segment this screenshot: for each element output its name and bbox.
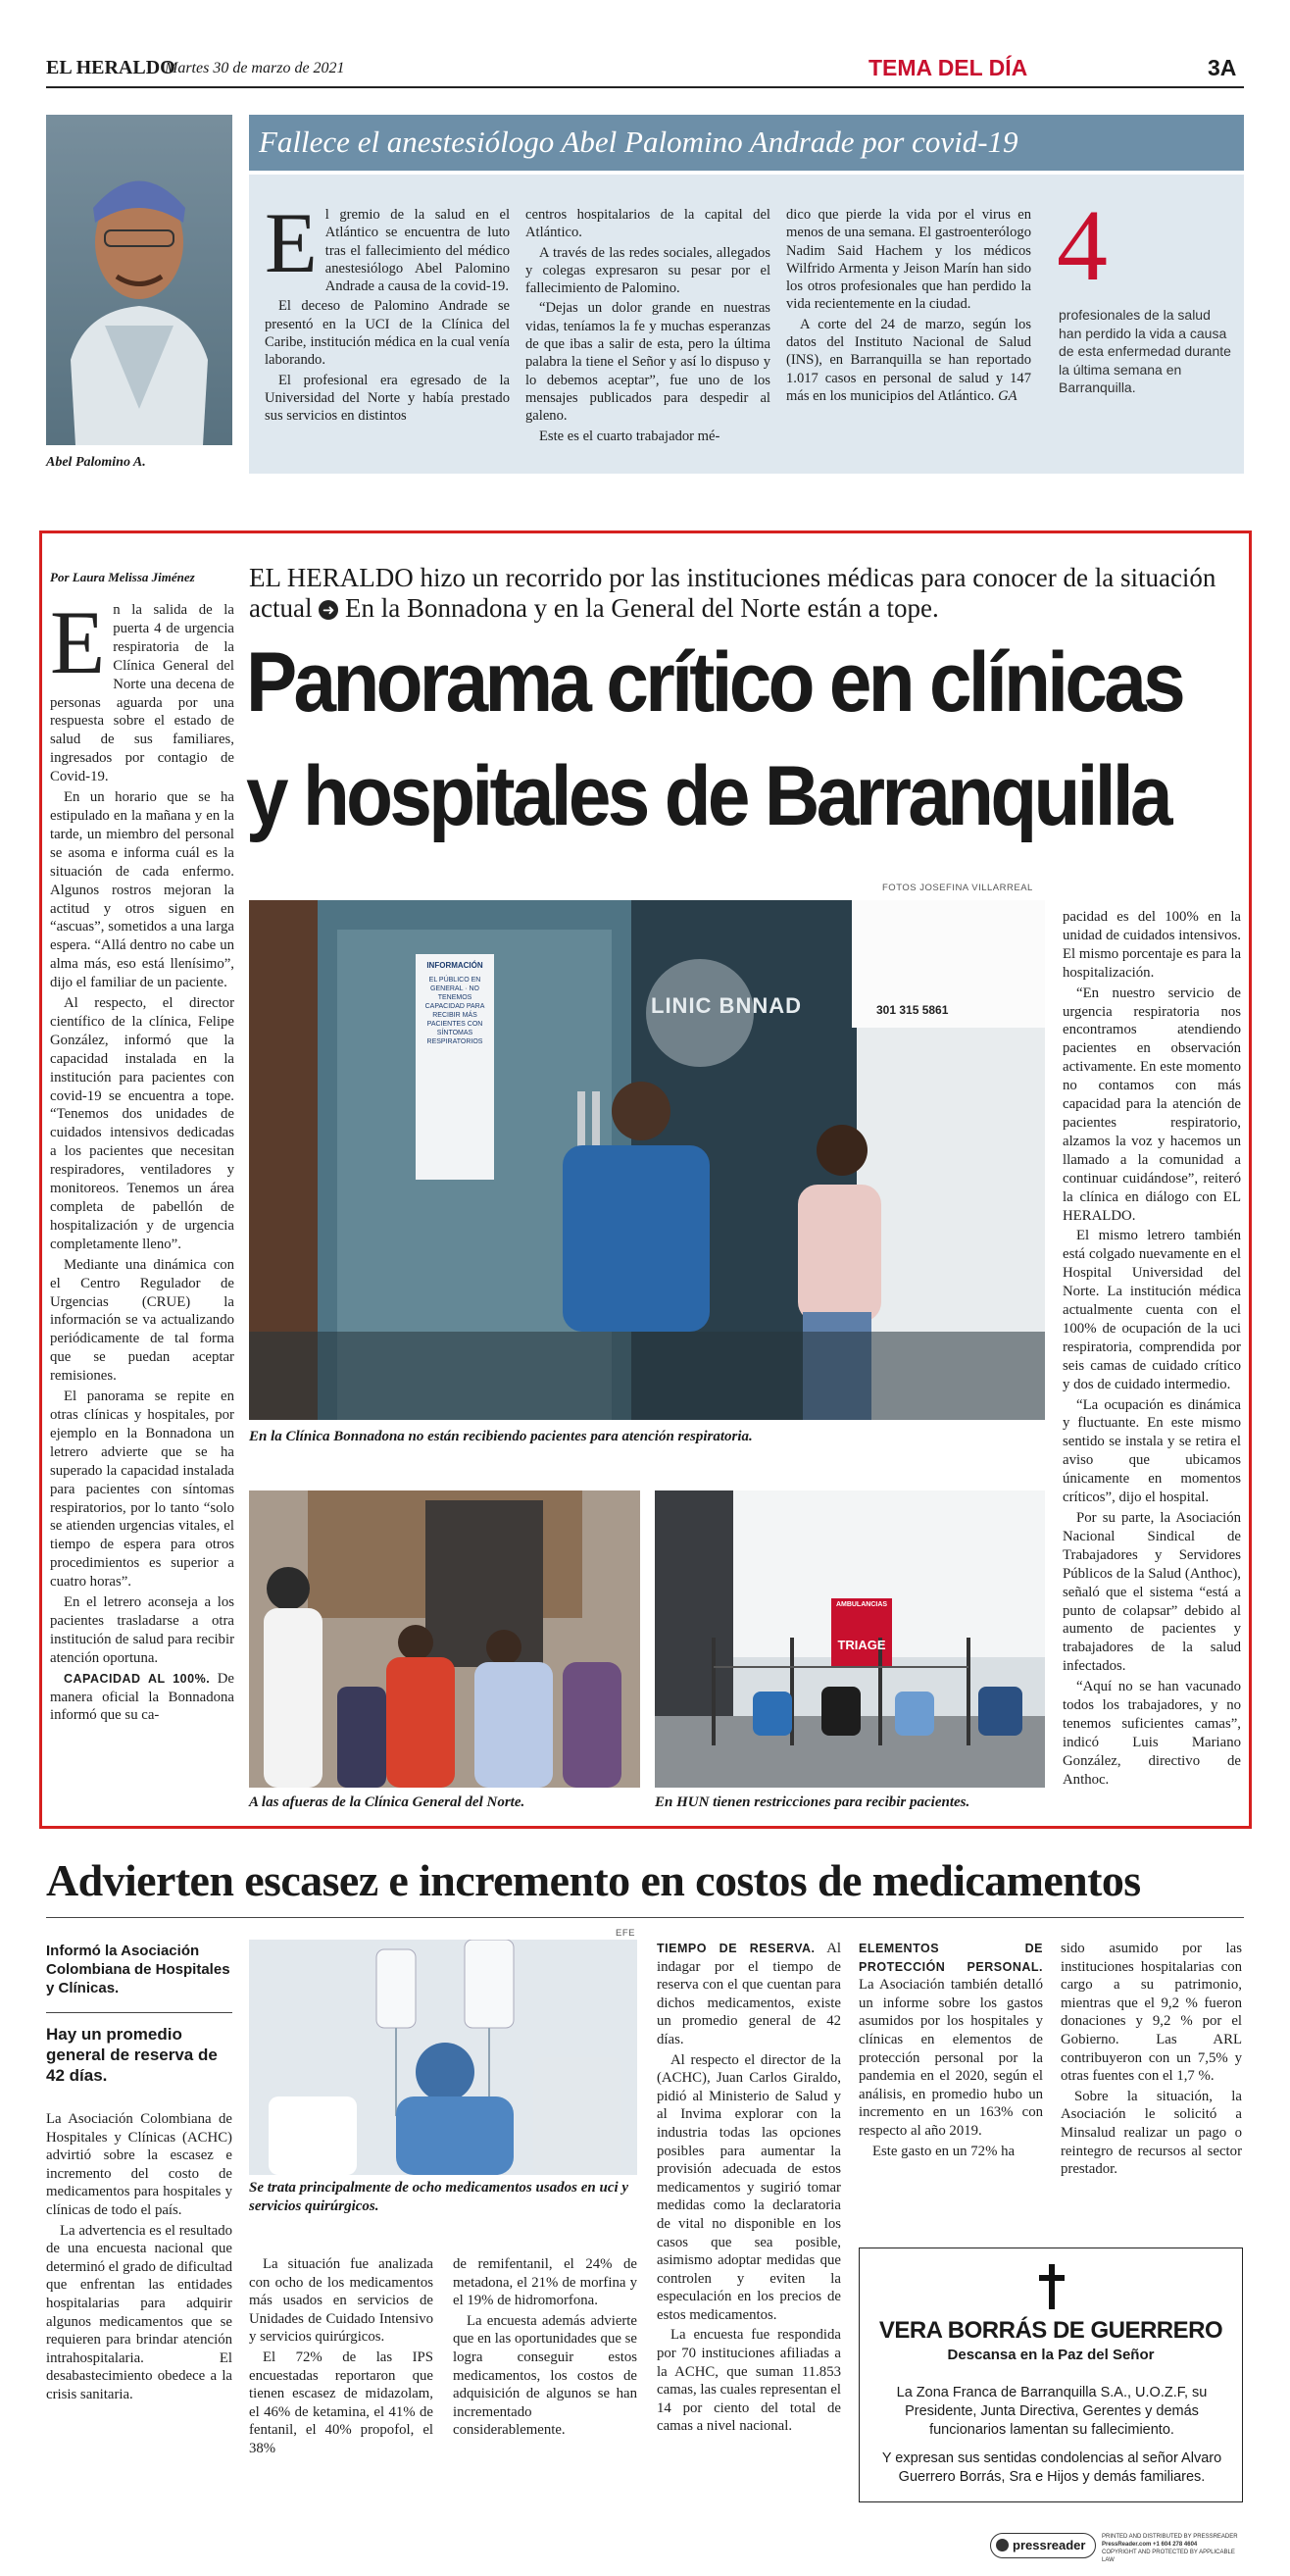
photo-general-del-norte [249,1490,640,1788]
photo-bonnadona [249,900,1045,1420]
obit-portrait-caption: Abel Palomino A. [46,455,146,470]
obit-headline-band [249,115,1244,171]
second-col-6: sido asumido por las instituciones hospitalarias con cargo a su patrimonio, mientras que el 9,2 % fueron donaciones y 9,2 % por el Gobierno. Las ARL contribuyeron con un 7,5% y otras fuentes con el 1,7 %. Sobre la situación, la Asociación le solicitó a Minsalud realizar un pago o reintegro de recursos al sector prestador. [1061,1941,1242,2178]
obit-col-1: E l gremio de la salud en el Atlántico se encuentra de luto tras el fallecimiento del médico anestesiólogo Abel Palomino Andrade a causa de la covid-19. El deceso de Palomino Andrade se presentó en la UCI de la Clínica del Caribe, institución médica en la cual venía laborando. El profesional era egresado de la Universidad del Norte y había prestado sus servicios en distintos [265,196,510,425]
photo-credit: FOTOS JOSEFINA VILLARREAL [882,883,1033,893]
info-sign-title: INFORMACIÓN [426,961,483,970]
deck-part-1: EL HERALDO hizo un recorrido por las instituciones médicas para conocer de la situación actual [249,563,1216,623]
second-col-1: La Asociación Colombiana de Hospitales y Clínicas (ACHC) advirtió sobre la escasez e incremento del costo de medicamentos para hospitales y clínicas de todo el país. La advertencia es el resultado de una encuesta nacional que determinó el grado de dificultad que enfrentan las entidades hospitalarias para adquirir algunos medicamentos que se requieren para brindar atención intrahospitalaria. El desabastecimiento obedece a la crisis sanitaria. [46,2111,232,2402]
second-col-4: TIEMPO DE RESERVA. Al indagar por el tiempo de reserva con el que cuentan para dichos medicamentos, existe un promedio general de 42 días. Al respecto el director de la (ACHC), Juan Carlos Giraldo, pidió al Ministerio de Salud y al Invima explorar con la industria todas las opciones posibles para aumentar la provisión adecuada de estos medicamentos y sugirió tomar medidas como la declaratoria de vital no disponible en los casos que sea posible, asimismo adoptar medidas que controlen y eviten la especulación en los precios de estos medicamentos. La encuesta fue respondida por 70 instituciones afiliadas a la ACHC, que suman 11.853 camas, las cuales representan el 14 por ciento del total de camas a nivel nacional. [657,1941,841,2435]
main-right-column: pacidad es del 100% en la unidad de cuidados intensivos. El mismo porcentaje es para la hospitalización. “En nuestro servicio de urgencia respiratoria nos encontramos atendiendo pacientes en observación activamente. En este momento no contamos con más capacidad para la atención de pacientes respiratorio, alzamos la voz y hacemos un llamado a la comunidad a continuar cuidándose”, reiteró la clínica en diálogo con EL HERALDO. El mismo letrero también está colgado nuevamente en el Hospital Universidad del Norte. La institución médica actualmente cuenta con el 100% de ocupación de la uci respiratoria, comprendida por seis camas de cuidado crítico y dos de cuidado intermedio. “La ocupación es dinámica y fluctuante. En este mismo sentido se instala y se retira el aviso que ubicamos únicamente en momentos críticos”, dijo el hospital. Por su parte, la Asociación Nacional Sindical de Trabajadores y Servidores Públicos de la Salud (Anthoc), señaló que el sistema “está a punto de colapsar” debido al aumento de pacientes y trabajadores de la salud infectados. “Aquí no se han vacunado todos los trabajadores, y no tenemos suficientes camas”, indicó Luis Mariano González, directivo de Anthoc. [1063,909,1242,1788]
photo-bonnadona-caption: En la Clínica Bonnadona no están recibiendo pacientes para atención respiratoria. [249,1429,753,1444]
second-headline-rule [46,1917,1244,1918]
second-col-3: de remifentanil, el 24% de metadona, el 21% de morfina y el 19% de hidromorfona. La encuesta además advierte que en las oportunidades que se logra conseguir estos medicamentos, los costos de adquisición de algunos se han incrementado considerablemente. [453,2256,637,2439]
obit-col-3: dico que pierde la vida por el virus en menos de una semana. El gastroenterólogo Nadim Said Hachem y los médicos Wilfrido Armenta y Jeison Marín han sido los otros profesionales que han perdido la vida recientemente en la ciudad. A corte del 24 de marzo, según los datos del Instituto Nacional de Salud (INS), en Barranquilla se han reportado 1.017 casos en personal de salud y 147 más en los municipios del Atlántico. GA [786,207,1031,404]
main-headline-line-1: Panorama crítico en clínicas [246,635,1183,730]
obit-drop-cap: E [265,196,318,291]
second-intro-rule [46,2012,232,2013]
obituary-subtitle: Descansa en la Paz del Señor [947,2347,1155,2363]
reserve-lead: TIEMPO DE RESERVA. [657,1942,816,1955]
deck-part-2: En la Bonnadona y en la General del Norte están a tope. [344,593,939,623]
footer-tagline: PRINTED AND DISTRIBUTED BY PRESSREADER [1102,2534,1238,2540]
cross-icon [1039,2264,1065,2309]
obit-stat-text: profesionales de la salud han perdido la vida a causa de esta enfermedad durante la última semana en Barranquilla. [1059,307,1231,395]
masthead-rule [46,86,1244,88]
photo-hun-caption: En HUN tienen restricciones para recibir pacientes. [655,1794,970,1810]
capacity-lead: CAPACIDAD AL 100%. [64,1671,211,1686]
second-photo-credit: EFE [616,1928,635,1939]
ambulance-sign: AMBULANCIAS [835,1601,888,1608]
obituary-body: La Zona Franca de Barranquilla S.A., U.O.Z.F, su Presidente, Junta Directiva, Gerentes y demás funcionarios lamentan su fallecimiento. [896,2385,1208,2438]
info-sign [416,957,494,1173]
obit-signature: GA [998,387,1017,404]
pressreader-footer [990,2533,1245,2563]
arrow-right-icon: ➜ [319,600,338,620]
pressreader-logo: pressreader [990,2533,1096,2558]
obit-portrait [46,115,232,445]
phone-list: 301 315 5861 [876,1003,949,1017]
photo-general-del-norte-caption: A las afueras de la Clínica General del Norte. [249,1794,525,1810]
footer-contact: PressReader.com +1 604 278 4604 [1102,2542,1198,2548]
photo-medications [249,1940,637,2175]
second-headline: Advierten escasez e incremento en costos de medicamentos [46,1855,1141,1905]
clinic-sign: LINIC BNNAD [651,993,802,1018]
main-left-column: E n la salida de la puerta 4 de urgencia respiratoria de la Clínica General del Norte una decena de personas aguarda por una respuesta sobre el estado de salud de sus familiares, ingresados por contagio de Covid-19. En un horario que se ha estipulado en la mañana y en la tarde, un miembro del personal se asoma e informa cuál es la situación de cada enfermo. Algunos rostros mejoran la actitud y otros siguen en “ascuas”, sometidos a una larga espera. “Allá dentro no cabe un alma más, eso está llenísimo”, dijo el familiar de un paciente. Al respecto, el director científico de la clínica, Felipe González, informó que la capacidad instalada en la institución para pacientes con covid-19 se encuentra a tope. “Tenemos dos unidades de cuidados intensivos dedicadas a los pacientes que necesitan respiradores, ventiladores y monitoreos. Tenemos un área completa de pabellón de hospitalización y de urgencia completamente lleno”. Mediante una dinámica con el Centro Regulador de Urgencias (CRUE) la información se va actualizando periódicamente de tal forma que se puedan aceptar remisiones. El panorama se repite en otras clínicas y hospitales, por ejemplo en la Bonnadona un letrero advierte que se ha superado la capacidad instalada para pacientes con síntomas respiratorios, por lo tanto “solo se atienden urgencias vitales, el tiempo de espera para otros procedimientos es superior a cuatro horas”. En el letrero aconseja a los pacientes trasladarse a otra institución de salud para recibir atención oportuna. CAPACIDAD AL 100%. De manera oficial la Bonnadona informó que su ca- [50,592,235,1724]
second-col-2: La situación fue analizada con ocho de los medicamentos más usados en servicios de Unidades de Cuidado Intensivo y servicios quirúrgicos. El 72% de las IPS encuestadas reportaron que tienen escasez de midazolam, el 46% de ketamina, el 41% de fentanil, el 40% propofol, el 38% [249,2256,433,2456]
deck [249,563,1239,624]
obit-stat-number: 4 [1057,189,1108,302]
main-headline-line-2: y hospitales de Barranquilla [246,749,1169,843]
protection-lead: ELEMENTOS DE PROTECCIÓN PERSONAL. [859,1942,1043,1974]
photo-hun [655,1490,1045,1788]
main-drop-cap: E [50,592,106,692]
footer-fineprint [1102,2533,1245,2564]
footer-copyright: COPYRIGHT AND PROTECTED BY APPLICABLE LAW [1102,2550,1235,2563]
info-sign-text: EL PÚBLICO EN GENERAL · NO TENEMOS CAPACIDAD PARA RECIBIR MÁS PACIENTES CON SÍNTOMAS RESPIRATORIOS [424,977,485,1045]
triage-sign: TRIAGE [837,1638,886,1652]
section-label: TEMA DEL DÍA [868,55,1028,80]
obit-headline: Fallece el anestesiólogo Abel Palomino Andrade por covid-19 [259,125,1018,159]
obituary-name: VERA BORRÁS DE GUERRERO [878,2317,1223,2344]
obit-col-2: centros hospitalarios de la capital del Atlántico. A través de las redes sociales, allegados y colegas expresaron su pesar por el fallecimiento de Palomino. “Dejas un dolor grande en nuestras vidas, teníamos la fe y muchas esperanzas de que ibas a salir de esta, pero la última palabra la tiene el Señor y así lo dispuso y lo debemos aceptar”, fue uno de los mensajes publicados para despedir al galeno. Este es el cuarto trabajador mé- [525,207,770,444]
pressreader-icon [996,2539,1009,2551]
second-sub: Hay un promedio general de reserva de 42 días. [46,2025,218,2085]
second-intro: Informó la Asociación Colombiana de Hospitales y Clínicas. [46,1943,230,1996]
page-number: 3A [1208,55,1237,80]
masthead-paper: EL HERALDO [46,57,175,78]
masthead-date: Martes 30 de marzo de 2021 [165,60,345,76]
obituary-notice [859,2248,1243,2502]
second-col-5: ELEMENTOS DE PROTECCIÓN PERSONAL. La Asociación también detalló un informe sobre los gastos asumidos por los hospitales y clínicas en elementos de protección personal por la pandemia en el 2020, según el análisis, en promedio hubo un incremento en un 163% con respecto al año 2019. Este gasto en un 72% ha [859,1942,1043,2159]
obituary-condolence: Y expresan sus sentidas condolencias al señor Alvaro Guerrero Borrás, Sra e Hijos y demás familiares. [881,2450,1222,2485]
photo-medications-caption: Se trata principalmente de ocho medicamentos usados en uci y servicios quirúrgicos. [249,2180,629,2214]
byline: Por Laura Melissa Jiménez [50,570,195,584]
